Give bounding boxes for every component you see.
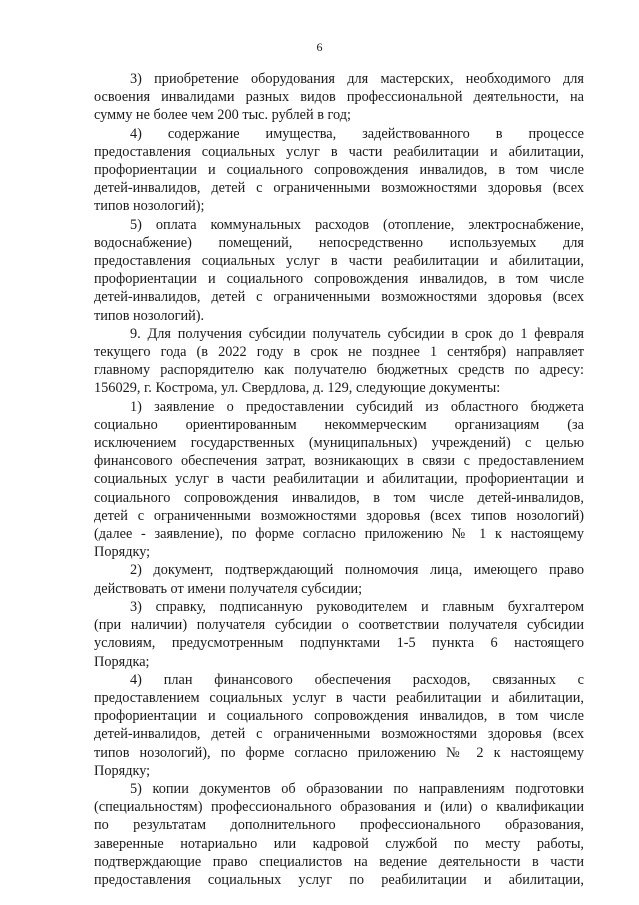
text-line: заверенные нотариально или кадровой службой по месту работы, [94,835,584,852]
text-line: социального сопровождения инвалидов, в том числе детей-инвалидов, [94,489,584,506]
text-line: Порядка; [94,653,150,670]
page-number: 6 [316,40,323,54]
text-line: социальных услуг в части реабилитации и абилитации, профориентации и [94,471,584,488]
text-line: Порядку; [94,544,151,561]
text-line: 3) приобретение оборудования для мастерских, необходимого для [130,71,584,87]
paragraph-item-4 [94,125,584,216]
text-line: 5) копии документов об образовании по направлениям подготовки [130,780,584,797]
document-item-2 [94,561,584,597]
text-line: по результатам дополнительного профессионального образования, [94,817,584,834]
text-line: 156029, г. Кострома, ул. Свердлова, д. 129, следующие документы: [94,380,501,397]
text-line: детей-инвалидов, детей с ограниченными возможностями здоровья (всех [94,726,584,743]
text-line: типов нозологий); [94,198,205,215]
document-item-3 [94,598,584,671]
text-line: детей с ограниченными возможностями здоровья (всех типов нозологий) [94,507,584,524]
text-line: текущего года (в 2022 году в срок не позднее 1 сентября) направляет [94,344,584,361]
document-body [94,70,584,889]
text-line: 5) оплата коммунальных расходов (отопление, электроснабжение, [130,216,584,233]
text-line: 2) документ, подтверждающий полномочия лица, имеющего право [130,562,584,579]
text-line: детей-инвалидов, детей с ограниченными возможностями здоровья (всех [94,180,584,197]
text-line: профориентации и социального сопровождения инвалидов, в том числе [94,271,584,288]
text-line: водоснабжение) помещений, непосредственно используемых для [94,234,584,251]
text-line: сумму не более чем 200 тыс. рублей в год; [94,107,352,124]
text-line: (при наличии) получателя субсидии о соответствии получателя субсидии [94,617,584,634]
text-line: (далее - заявление), по форме согласно приложению № 1 к настоящему [94,526,584,543]
document-item-5 [94,780,584,889]
text-line: 4) план финансового обеспечения расходов, связанных с [130,671,584,688]
paragraph-item-3 [94,70,584,125]
text-line: профориентации и социального сопровождения инвалидов, в том числе [94,162,584,179]
text-line: исключением государственных (муниципальных) учреждений) с целью [94,435,584,452]
text-line: главному распорядителю как получателю бюджетных средств по адресу: [94,362,584,379]
text-line: Порядку; [94,762,151,779]
text-line: 4) содержание имущества, задействованного в процессе [130,125,584,142]
text-line: профориентации и социального сопровождения инвалидов, в том числе [94,708,584,725]
text-line: социально ориентированным некоммерческим организациям (за [94,416,584,433]
text-line: действовать от имени получателя субсидии; [94,580,363,597]
text-line: предоставления социальных услуг по реабилитации и абилитации, [94,871,584,888]
document-item-4 [94,671,584,780]
text-line: предоставления социальных услуг в части реабилитации и абилитации, [94,253,584,270]
text-line: детей-инвалидов, детей с ограниченными возможностями здоровья (всех [94,289,584,306]
text-line: 9. Для получения субсидии получатель субсидии в срок до 1 февраля [130,325,584,342]
text-line: освоения инвалидами разных видов профессиональной деятельности, на [94,89,584,106]
text-line: 3) справку, подписанную руководителем и главным бухгалтером [130,598,584,615]
paragraph-item-5 [94,216,584,325]
document-item-1 [94,398,584,562]
text-line: типов нозологий), по форме согласно приложению № 2 к настоящему [94,744,584,761]
text-line: предоставления социальных услуг в части реабилитации и абилитации, [94,143,584,160]
text-line: (специальностям) профессионального образования и (или) о квалификации [94,799,584,816]
text-line: 1) заявление о предоставлении субсидий из областного бюджета [130,398,584,415]
text-line: типов нозологий). [94,307,205,324]
text-line: условиям, предусмотренным подпунктами 1-5 пункта 6 настоящего [94,635,584,652]
text-line: финансового обеспечения затрат, возникающих в связи с предоставлением [94,453,584,470]
paragraph-section-9 [94,325,584,398]
text-line: предоставлением социальных услуг в части реабилитации и абилитации, [94,689,584,706]
text-line: подтверждающие право специалистов на ведение деятельности в части [94,853,584,870]
